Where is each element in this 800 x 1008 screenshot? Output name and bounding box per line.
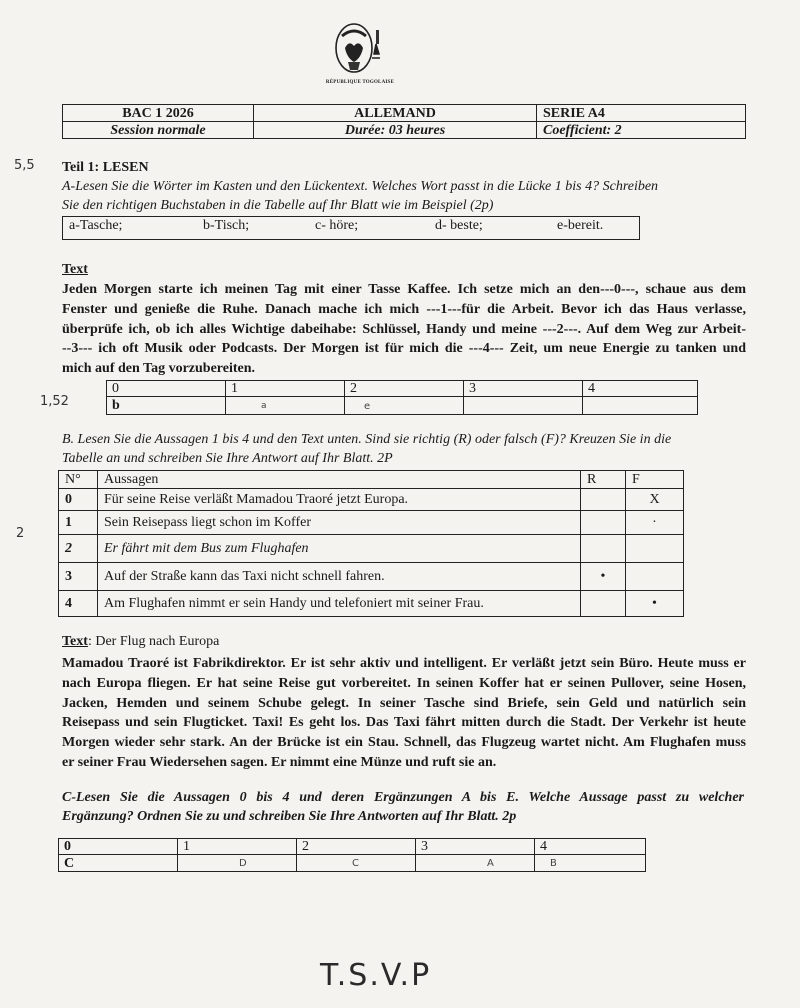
table-a-answer-cell (464, 397, 583, 415)
col-header-r: R (581, 471, 626, 489)
table-c-answer-cell (535, 855, 646, 872)
table-c-header-cell: 1 (178, 839, 297, 855)
reading-line: Reisepass und sein Flugticket. Taxi! Es geht los. Das Taxi fährt mitten durch die Stadt. Der Verkehr ist heute (62, 715, 746, 731)
table-a-header-cell: 1 (226, 381, 345, 397)
row-number: 2 (59, 535, 98, 563)
col-header-f: F (626, 471, 684, 489)
table-a-header-cell: 3 (464, 381, 583, 397)
table-a-answer-cell: b (107, 397, 226, 415)
exam-name: BAC 1 2026 (63, 105, 254, 122)
table-a-header-cell: 4 (583, 381, 698, 397)
exam-header-table (62, 104, 746, 139)
instruction-a-line: A-Lesen Sie die Wörter im Kasten und den Lückentext. Welches Wort passt in die Lücke 1 bis 4? Schreiben (62, 179, 659, 194)
row-r (581, 591, 626, 617)
table-c-answer-cell: C (59, 855, 178, 872)
session: Session normale (63, 122, 254, 139)
subject: ALLEMAND (254, 105, 537, 122)
cloze-line: Fenster und genieße die Ruhe. Danach mache ich mich ---1---für die Arbeit. Bevor ich das Haus verlasse, (62, 301, 746, 317)
reading-line: nach Europa fliegen. Er hat seine Reise gut vorbereitet. In seinen Koffer hat er seinen Pullover, seine Hosen, (62, 675, 746, 691)
word-option: c- höre; (315, 218, 359, 233)
row-f (626, 563, 684, 591)
text-heading: Text (62, 262, 88, 277)
table-c-header-cell: 4 (535, 839, 646, 855)
row-statement: Sein Reisepass liegt schon im Koffer (98, 511, 581, 535)
page-turn-note: T.S.V.P (320, 958, 432, 993)
row-f: • (626, 591, 684, 617)
cloze-line: mich auf den Tag vorzubereiten. (62, 361, 256, 377)
answer-table-a (106, 380, 698, 415)
table-a-answer-cell (345, 397, 464, 415)
score-a-note: 1,52 (40, 394, 69, 409)
answer-table-c (58, 838, 646, 872)
instruction-b (62, 430, 744, 468)
table-a-header-cell: 0 (107, 381, 226, 397)
word-option: a-Tasche; (69, 218, 123, 233)
instruction-a (62, 177, 744, 215)
row-number: 3 (59, 563, 98, 591)
hand-mark: A (487, 858, 494, 869)
hand-mark: C (352, 858, 359, 869)
reading-line: Mamadou Traoré ist Fabrikdirektor. Er ist sehr aktiv und intelligent. Er verläßt jetzt sein Büro. Heute muss er (62, 656, 746, 671)
row-r: • (581, 563, 626, 591)
col-header-number: N° (59, 471, 98, 489)
reading-line: Morgen wieder sehr stark. An der Brücke ist ein Stau. Schnell, das Flugzeug wartet nicht. Am Flughafen muss (62, 735, 746, 751)
section-title: Teil 1: LESEN (62, 160, 149, 175)
row-statement: Für seine Reise verläßt Mamadou Traoré jetzt Europa. (98, 489, 581, 511)
row-r (581, 511, 626, 535)
table-row (59, 535, 684, 563)
score-b-note: 2 (16, 526, 25, 541)
table-c-header-cell: 0 (59, 839, 178, 855)
table-row (59, 563, 684, 591)
instruction-c (62, 788, 744, 826)
hand-mark: e (364, 400, 371, 412)
coefficient: Coefficient: 2 (537, 122, 746, 139)
hand-mark: a (261, 401, 267, 411)
cloze-line: überprüfe ich, ob ich alles Wichtige dabeihabe: Schlüssel, Handy und meine ---2---. Auf dem Weg zur Arbeit- (62, 321, 746, 337)
word-option: b-Tisch; (203, 218, 250, 233)
coat-of-arms-icon (328, 18, 386, 80)
text2-title: : Der Flug nach Europa (87, 634, 220, 649)
hand-mark: B (550, 858, 557, 869)
duration: Durée: 03 heures (254, 122, 537, 139)
reading-line: er seiner Frau Wiedersehen sagen. Er nimmt eine Münze und ruft sie an. (62, 754, 497, 770)
table-c-answer-cell (178, 855, 297, 872)
instruction-c-line: Ergänzung? Ordnen Sie zu und schreiben Sie Ihre Antworten auf Ihr Blatt. 2p (62, 809, 517, 824)
word-option: d- beste; (435, 218, 483, 233)
table-c-answer-cell (416, 855, 535, 872)
table-row (59, 489, 684, 511)
text2-heading: Text (62, 634, 88, 649)
text2-title-line (62, 634, 219, 650)
row-statement: Am Flughafen nimmt er sein Handy und telefoniert mit seiner Frau. (98, 591, 581, 617)
instruction-b-line: B. Lesen Sie die Aussagen 1 bis 4 und den Text unten. Sind sie richtig (R) oder falsch (F)? Kreuzen Sie in die (62, 432, 672, 447)
table-c-header-cell: 3 (416, 839, 535, 855)
instruction-c-line: C-Lesen Sie die Aussagen 0 bis 4 und deren Ergänzungen A bis E. Welche Aussage passt zu welcher (62, 790, 744, 805)
col-header-statements: Aussagen (98, 471, 581, 489)
row-statement: Auf der Straße kann das Taxi nicht schnell fahren. (98, 563, 581, 591)
instruction-a-line: Sie den richtigen Buchstaben in die Tabelle auf Ihr Blatt wie im Beispiel (2p) (62, 198, 494, 213)
table-a-answer-cell (583, 397, 698, 415)
table-row (59, 511, 684, 535)
row-r (581, 489, 626, 511)
reading-line: Jacken, Hemden und seinem Schube gelegt. In seiner Tasche sind Briefe, sein Geld und natürlich sein (62, 695, 746, 711)
row-f (626, 535, 684, 563)
cloze-line: Jeden Morgen starte ich meinen Tag mit einer Tasse Kaffee. Ich setze mich an den---0---, schaue aus dem (62, 282, 746, 297)
table-c-answer-cell (297, 855, 416, 872)
score-total-note: 5,5 (14, 158, 35, 173)
row-number: 4 (59, 591, 98, 617)
true-false-table (58, 470, 684, 617)
table-c-header-cell: 2 (297, 839, 416, 855)
emblem-caption: RÉPUBLIQUE TOGOLAISE (325, 80, 395, 85)
table-a-header-cell: 2 (345, 381, 464, 397)
row-f: X (626, 489, 684, 511)
row-f: · (626, 511, 684, 535)
instruction-b-line: Tabelle an und schreiben Sie Ihre Antwort auf Ihr Blatt. 2P (62, 451, 393, 466)
cloze-text (62, 280, 746, 379)
word-option: e-bereit. (557, 218, 604, 233)
reading-text (62, 654, 746, 773)
row-r (581, 535, 626, 563)
table-row (59, 591, 684, 617)
row-statement: Er fährt mit dem Bus zum Flughafen (98, 535, 581, 563)
series: SERIE A4 (537, 105, 746, 122)
row-number: 0 (59, 489, 98, 511)
row-number: 1 (59, 511, 98, 535)
word-box (62, 216, 640, 240)
table-a-answer-cell (226, 397, 345, 415)
hand-mark: D (239, 858, 247, 869)
cloze-line: --3--- ich oft Musik oder Podcasts. Der Morgen ist für mich die ---4--- Zeit, um neue Energie zu tanken und (62, 341, 746, 357)
